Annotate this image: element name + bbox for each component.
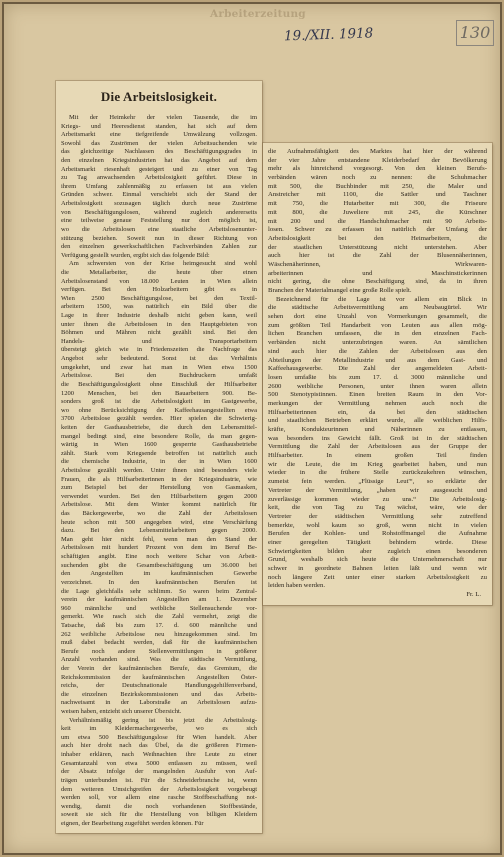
article-line: 262 weibliche Arbeitslose neu hinzugekommen sind. Im (61, 630, 257, 638)
article-line: 500 Stenotypistinnen. Einen breiten Raum in den Vor- (268, 391, 487, 399)
article-line: Abteilungen der Metallindustrie und aus dem Gast- und (268, 356, 487, 364)
article-line: wo ohne Berücksichtigung der Kaffeehausangestellten etwa (61, 406, 257, 414)
article-line: auch hier droht nach das Übel, da die größeren Firmen- (61, 742, 257, 750)
article-line: verbänden nicht unterzubringen waren. An sämtlichen (268, 339, 487, 347)
article-line: dem weiteren Umsichgreifen der Arbeitslosigkeit vorgebeugt (61, 785, 257, 793)
article-line: schwer in geordnete Bahnen leiten läßt und wenn wir (268, 565, 487, 572)
article-line: heute schon mit 500 angegeben wird, eine Verschärfung (61, 518, 257, 526)
article-line: nicht gering, die ohne Beschäftigung sind, da in ihren (268, 278, 487, 286)
article-line: um etwa 500 Beschäftigungslose für Wien handelt. Aber (61, 733, 257, 741)
article-line: bemerkte, wohl kaum so groß, wenn nicht in vielen (268, 521, 487, 529)
article-line: der staatlichen Unterstützung nicht unterstehen. Aber (268, 243, 487, 251)
article-paragraph (61, 114, 257, 260)
article-line: Vertreter der Vermittlung, „haben wir ausgesucht und (268, 486, 487, 494)
article-paragraph (61, 260, 257, 716)
article-body-right (268, 148, 487, 591)
article-line: merkungen der Vermittlung nehmen auch noch die (268, 399, 487, 407)
article-line: 1200 Menschen, bei den Bauarbeitern 900. Be- (61, 389, 257, 397)
article-line: Arbeitslose. Bei den Buchdruckern umfaßt (61, 372, 257, 380)
article-line: die einzelnen Bezirkskommissionen und das Arbeits- (61, 690, 257, 698)
article-line: reichs, der Deutschnationale Handlungsgehilfenverband, (61, 682, 257, 690)
article-paragraph (61, 717, 257, 829)
article-line: 3700 Arbeitslose gezählt werden. Hier spielen die Schwierig- (61, 415, 257, 423)
article-line: verein der kaufmännischen Angestellten am 1. Dezember (61, 596, 257, 604)
article-line: keit, die von Tag zu Tag wächst, wäre, wie der (268, 504, 487, 512)
article-line: Tatsache, daß bis zum 17. d. 600 männliche und (61, 621, 257, 629)
article-line: kräfte, Kondukteurinnen und Näherinnen zu entlassen, (268, 426, 487, 433)
article-line: wärtig in Wien 1600 gesperrte Gasthausbetriebe (61, 441, 257, 449)
article-line: zählt. Stark vom Kriegsende betroffen ist natürlich auch (61, 449, 257, 457)
article-line: was besonders ins Gewicht fällt. Groß ist in der städtischen (268, 434, 487, 442)
article-line: trägen unterbunden ist. Für die Schneiderbranche ist, wenn (61, 776, 257, 784)
article-line: Gründen schwer. Einmal verschiebt sich der Stand der (61, 191, 257, 199)
article-line: die städtische Arbeitsvermittlung am Neubaugürtel. Wir (268, 304, 487, 312)
article-line: die Metallarbeiter, die heute über einen (61, 268, 257, 276)
article-line: Schwierigkeiten bilden aber zugleich einen besonderen (268, 547, 487, 555)
article-line: nachweisamt in der Laborstraße an Arbeitslosen aufzu- (61, 699, 257, 707)
article-line: arbeitern 1500, was natürlich ein Bild über die (61, 303, 257, 311)
article-line: sind auch hier die Zahlen der Arbeitslosen aus den (268, 347, 487, 355)
archive-number: 130 (456, 20, 494, 46)
article-line: auch hier ist die Zahl der Blusennäherinnen, (268, 252, 487, 260)
article-line: den einzelnen Kriegsindustrien hat das Angebot auf dem (61, 157, 257, 165)
article-line: Anzahl vorhanden sind. Was die städtische Vermittlung, (61, 656, 257, 664)
article-line: Arbeitsmarkt eine tiefgreifende Umwälzung vollzogen. (61, 131, 257, 139)
article-line: Man geht hier nicht fehl, wenn man den Stand der (61, 535, 257, 543)
article-line: lichen Branchen umfassen, die in den einzelnen Fach- (268, 330, 487, 338)
article-line: verwendet wurden. Bei den Hilfsarbeitern gegen 2000 (61, 492, 257, 500)
newspaper-stamp: Arbeiterzeitung (210, 8, 306, 20)
article-line: inhaber erklären, nach Weihnachten ihre Leute zu einer (61, 751, 257, 759)
article-line: Bezeichnend für die Lage ist vor allem ein Blick in (276, 295, 487, 303)
article-line: das gleichzeitige Nachlassen des Beschäftigungsgrades in (61, 148, 257, 156)
article-line: losen. Schwer zu erfassen ist natürlich der Umfang der (268, 226, 487, 234)
article-line: die chemische Industrie, in der in Wien 1600 (61, 458, 257, 466)
article-line: wo die Arbeitslosen eine staatliche Arbeitslosenunter- (61, 225, 257, 233)
article-line: eignen, der Bearbeitung zugeführt werden können. Für (61, 819, 204, 827)
article-line: losen umfaßte bis zum 17. d. 3000 männliche und (268, 373, 487, 381)
article-line: noch längere Zeit unter einer starken Arbeitslosigkeit zu (268, 573, 487, 581)
article-line: die Lage gleichfalls sehr schlimm. So waren beim Zentral- (61, 587, 257, 595)
article-line: sonders groß ist die Arbeitslosigkeit im Gastgewerbe, (61, 398, 257, 406)
article-line: und staatlichen Betrieben erklärt wurde, alle weiblichen Hilfs- (268, 417, 487, 425)
article-line: mit 500, die Buchbinder mit 250, die Maler und (268, 182, 487, 190)
article-line: Berufen der Kohlen- und Rohstoffmangel die Aufnahme (268, 530, 487, 538)
article-line: zum größten Teil Handarbeit von Leuten aus allen mög- (268, 321, 487, 329)
article-line: muß dabei bedacht werden, daß für die kaufmännischen (61, 639, 257, 647)
article-line: Vertreter der städtischen Vermittlung sehr zutreffend (268, 512, 487, 520)
article-line: einer geregelten Tätigkeit behindern würde. Diese (268, 538, 487, 546)
article-line: die Aufnahmsfähigkeit des Marktes hat hier der während (268, 148, 487, 155)
article-line: zuverlässige kommen wieder zu uns.“ Die Arbeitslosig- (268, 495, 487, 503)
article-line: Am schwersten von der Krise heimgesucht sind wohl (69, 260, 257, 268)
article-line: wendig, damit die noch vorhandenen Stoffbestände, (61, 802, 257, 810)
article-line: das Bäckergewerbe, wo die Zahl der Arbeitslosen (61, 510, 257, 518)
article-line: schäftigten angibt. Eine noch weitere Schar von Arbeit- (61, 553, 257, 561)
article-line: unter ihnen die Arbeitslosen in den Hauptgebieten von (61, 320, 257, 328)
article-line: mit 200 und die Handschuhmacher mit 90 Arbeits- (268, 217, 487, 225)
article-line: übersteigt gleich wie in Friedenszeiten die Nachfrage das (61, 346, 257, 354)
article-line: den Angestellten im kaufmännischen Gewerbe (61, 570, 257, 578)
article-line: Branchen der Materialmangel eine große Rolle spielt. (268, 287, 412, 294)
article-clipping-left (56, 81, 262, 833)
article-body-left (61, 114, 257, 829)
article-line: der Verein der kaufmännischen Berufe, das Gremium, die (61, 665, 257, 672)
article-line: Wäschenäherinnen, Wirkwaren- (268, 260, 487, 268)
article-line: Kriegs- und Heeresdienst standen, hat sich auf dem (61, 122, 257, 130)
article-line: Handels- und Transportarbeitern (61, 337, 257, 345)
article-line: Arbeitsmarkt riesenhaft gesteigert und zu einer von Tag (61, 165, 257, 173)
article-line: zum Beispiel bei der Herstellung von Gasmasken, (61, 484, 257, 492)
article-line: der vier Jahre entstandene Kleiderbedarf der Bevölkerung (268, 156, 487, 164)
article-line: Sowohl das Zuströmen der vielen Arbeitsuchenden wie (61, 139, 257, 147)
article-line: soweit sie sich für die Herstellung von billigen Kleidern (61, 811, 257, 819)
article-line: leiden haben werden. (268, 582, 326, 590)
article-line: Berufe noch andere Stellenvermittlungen in größerer (61, 647, 257, 655)
article-line: Arbeitslose. Mit dem Winter kommt natürlich für (61, 501, 257, 509)
article-line: arbeiterinnen und Maschinstickerinnen (268, 269, 487, 277)
article-line: Vermittlung die Zahl der Arbeitslosen aus der Gruppe der (268, 443, 487, 451)
article-line: Verhältnismäßig gering ist bis jetzt die Arbeitslosig- (69, 716, 257, 724)
article-line: mehr als hinreichend vorgesorgt. Von den kleinen Berufs- (268, 165, 487, 173)
article-line: Mit der Heimkehr der vielen Tausende, die im (69, 114, 257, 121)
article-line: zu Tag anwachsenden Arbeitslosigkeit geführt. Diese in (61, 174, 257, 182)
article-line: ihrem Umfang zahlenmäßig zu erfassen ist aus vielen (61, 182, 257, 190)
article-line: verbänden wären noch zu nennen: die Schuhmacher (268, 174, 487, 182)
article-line: den einzelnen gewerkschaftlichen Fachverbänden Zahlen zur (61, 243, 257, 251)
article-clipping-right (263, 143, 492, 605)
article-line: Wien 2500 Beschäftigungslose, bei den Textil- (61, 294, 257, 302)
article-line: verzeichnet. In den kaufmännischen Berufen ist (61, 578, 257, 586)
article-line: eine teilweise genaue Feststellung nur dort möglich ist, (61, 217, 257, 225)
article-line: Gesamtanzahl von etwa 5000 entlassen zu müssen, weil (61, 759, 257, 767)
article-paragraph (268, 296, 487, 591)
article-line: wir die Leute, die im Krieg gearbeitet haben, und nun (268, 460, 487, 468)
article-line: Hilfsarbeiterinnen ein, da bei den städtischen (268, 408, 487, 416)
article-line: Arbeitslose gezählt werden. Unter ihnen sind besonders viele (61, 466, 257, 474)
author-signature: Fr. L. (466, 591, 481, 599)
article-line: zumeist fein werden. „Flüssige Leut'“, so erklärte der (268, 478, 487, 486)
article-line: keit im Kleidermachergewerbe, wo es sich (61, 725, 257, 733)
article-line: mit 750, die Hutarbeiter mit 300, die Friseure (268, 200, 487, 208)
article-line: mit 800, die Juweliere mit 245, die Kürschner (268, 208, 487, 216)
article-line: Grund, weshalb sich heute die Unternehmerschaft nur (268, 556, 487, 564)
article-line: Arbeitslosigkeit sozusagen täglich durch neue Zuströme (61, 200, 257, 208)
article-line: Frauen, die als Hilfsarbeiterinnen in der Kriegsindustrie, wie (61, 475, 257, 483)
article-line: Angebot sehr bedeutend. Sonst ist das Verhältnis (61, 355, 257, 363)
article-line: der Absatz infolge der mangelnden Ausfuhr von Auf- (61, 768, 257, 776)
article-line: wieder in die frühere Stelle zurückzukehren wünschen, (268, 469, 487, 477)
article-line: Reichskommission der kaufmännischen Angestellten Öster- (61, 673, 257, 681)
article-line: Böhmen und Mähren nicht gezählt sind. Bei den (61, 329, 257, 337)
article-line: Arbeitslosigkeit bei den Heimarbeitern, die (268, 234, 487, 242)
article-line: 2600 weibliche Personen, unter ihnen waren allein (268, 382, 487, 390)
article-line: keiten der Gasthausbetriebe, die durch den Lebensmittel- (61, 423, 257, 431)
article-line: Arbeitslosen mit hundert Prozent von dem im Beruf Be- (61, 544, 257, 552)
article-line: werden soll, vor allem eine rasche Stoffbeschaffung not- (61, 794, 257, 802)
article-line: weisen haben, entzieht sich unserer Übersicht. (61, 708, 182, 716)
article-line: Lage in ihrer Industrie deshalb nicht geben kann, weil (61, 312, 257, 320)
article-line: gemerkt. Wie rasch sich die Zahl vermehrt, zeigt die (61, 613, 257, 621)
article-line: suchenden gibt die Gesamtbeschäftigung um 36.000 bei (61, 561, 257, 569)
article-line: Arbeitslosenstand von 18.000 Leuten in Wien allein (61, 277, 257, 285)
article-line: sehen dort eine Unzahl von Vormerkungen gesammelt, die (268, 313, 487, 321)
article-line: die Beschäftigungslosigkeit ohne Einschluß der Hilfsarbeiter (61, 380, 257, 388)
article-line: umgekehrt, und zwar hat man in Wien etwa 1500 (61, 363, 257, 371)
article-paragraph (268, 148, 487, 296)
article-line: mangel bedingt sind, eine besondere Rolle, da man gegen- (61, 432, 257, 440)
handwritten-date: 19./XII. 1918 (283, 25, 374, 45)
article-line: Anstreicher mit 1100, die Sattler und Taschner (268, 191, 487, 199)
article-line: Hilfsarbeiter. In einem großen Teil finden (268, 452, 487, 460)
article-line: dazu. Bei den Lebensmittelarbeitern gegen 2000. (61, 527, 257, 535)
article-line: Verfügung gestellt wurden, ergibt sich das folgende Bild: (61, 251, 210, 259)
article-line: Kaffeehausgewerbe. Die Zahl der angemeldeten Arbeit- (268, 365, 487, 373)
article-line: 960 männliche und weibliche Stellensuchende vor- (61, 604, 257, 612)
article-line: stützung beziehen. Soweit nun in dieser Richtung von (61, 234, 257, 242)
article-line: verfügen. Bei den Holzarbeitern gibt es in (61, 286, 257, 294)
article-line: von Beschäftigungslosen, während zugleich andererseits (61, 208, 257, 216)
article-title: Die Arbeitslosigkeit. (100, 89, 218, 104)
